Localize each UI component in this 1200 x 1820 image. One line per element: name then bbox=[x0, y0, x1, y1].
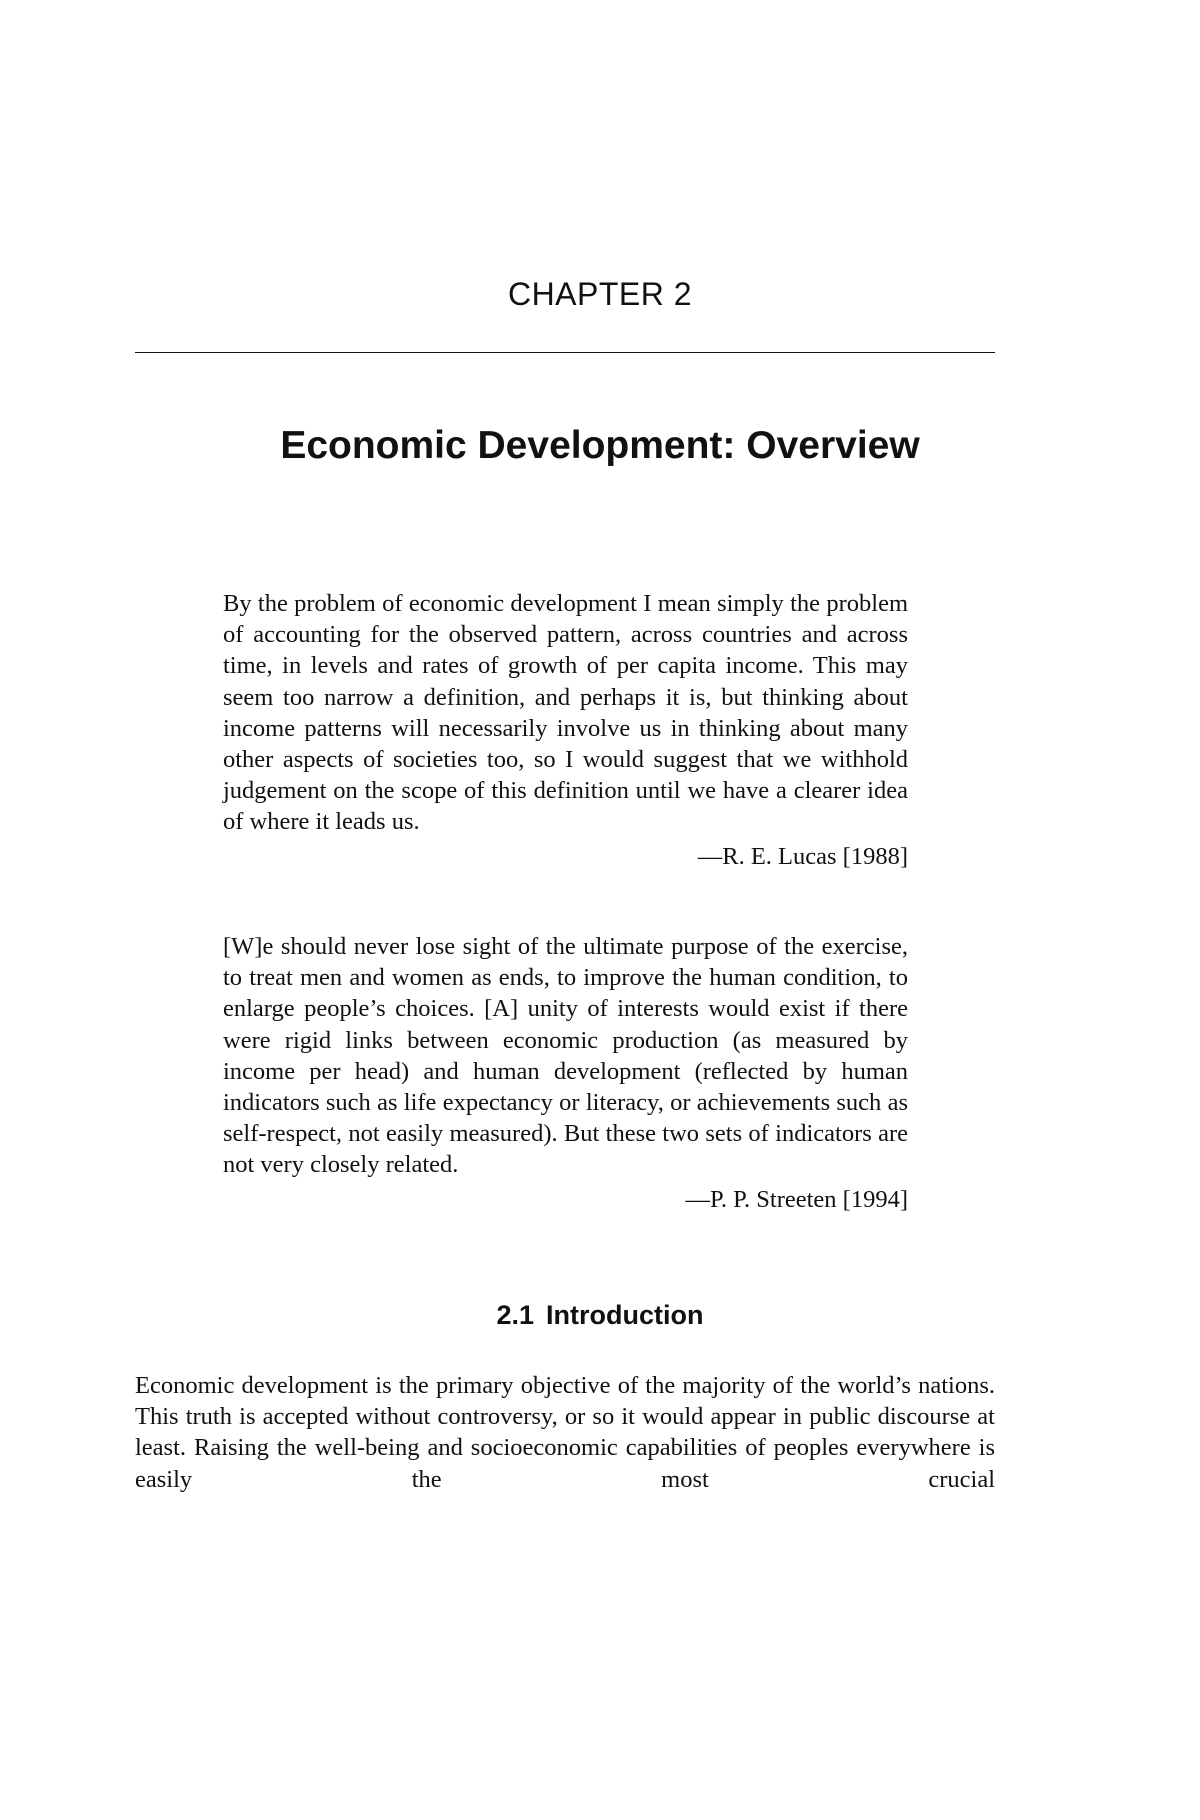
section-heading bbox=[0, 1300, 1200, 1331]
epigraph-attribution: —R. E. Lucas [1988] bbox=[697, 842, 908, 870]
section-title: Introduction bbox=[546, 1300, 704, 1330]
epigraph-text: [W]e should never lose sight of the ultimate purpose of the exercise, to treat men and women as ends, to improve the human condition, to enlarge people’s choices. [A] unity of interests would exist if there were rigid links between economic production (as measured by income per head) and human development (reflected by human indicators such as life expectancy or literacy, or achievements such as self-respect, not easily measured). But these two sets of indicators are not very closely related. bbox=[223, 933, 908, 1179]
epigraph-lucas bbox=[223, 588, 908, 872]
chapter-divider bbox=[135, 352, 995, 353]
epigraph-attribution: —P. P. Streeten [1994] bbox=[685, 1185, 908, 1213]
chapter-label: CHAPTER 2 bbox=[507, 276, 693, 312]
body-paragraph: Economic development is the primary objective of the majority of the world’s nations. This truth is accepted without controversy, or so it would appear in public discourse at least. Raising the well-being and socioeconomic capabilities of peoples everywhere is easily the most crucial bbox=[135, 1372, 995, 1493]
epigraph-streeten bbox=[223, 931, 908, 1215]
chapter-title: Economic Development: Overview bbox=[280, 424, 920, 467]
section-number: 2.1 bbox=[496, 1300, 535, 1330]
epigraph-text: By the problem of economic development I mean simply the problem of accounting for the observed pattern, across countries and across time, in levels and rates of growth of per capita income. This may seem too narrow a definition, and perhaps it is, but thinking about income patterns will necessarily involve us in thinking about many other aspects of societies too, so I would suggest that we withhold judgement on the scope of this definition until we have a clearer idea of where it leads us. bbox=[223, 590, 908, 836]
